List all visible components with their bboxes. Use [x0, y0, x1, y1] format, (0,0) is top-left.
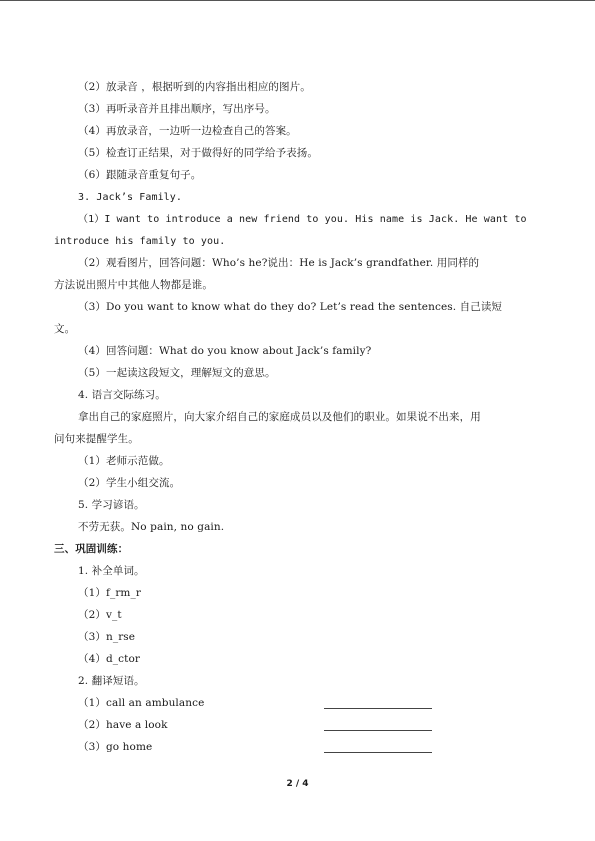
answer-blank: [324, 752, 432, 753]
answer-blank: [324, 730, 432, 731]
exercise-item: （1）f_rm_r: [78, 587, 141, 599]
text-line: （1）老师示范做。: [78, 455, 170, 467]
text-line: 拿出自己的家庭照片，向大家介绍自己的家庭成员以及他们的职业。如果说不出来，用: [78, 411, 481, 423]
exercise-item: （4）d_ctor: [78, 653, 140, 665]
text-line: （1）I want to introduce a new friend to you. His name is Jack. He want to: [78, 214, 527, 225]
text-line: （2）放录音 ，根据听到的内容指出相应的图片。: [78, 81, 311, 93]
page-number: 2 / 4: [286, 779, 309, 789]
exercise-heading: 2. 翻译短语。: [78, 675, 145, 687]
section-heading: 4. 语言交际练习。: [78, 389, 166, 401]
text-line: （3）再听录音并且排出顺序，写出序号。: [78, 103, 276, 115]
text-line: （5）检查订正结果，对于做得好的同学给予表扬。: [78, 147, 318, 159]
section-heading: 3. Jack’s Family.: [78, 192, 183, 203]
exercise-item: （2）have a look: [78, 719, 168, 731]
exercise-item: （3）go home: [78, 741, 153, 753]
page-top-rule: [0, 0, 595, 1]
text-line: （6）跟随录音重复句子。: [78, 169, 202, 181]
answer-blank: [324, 708, 432, 709]
text-line: （5）一起读这段短文，理解短文的意思。: [78, 367, 276, 379]
text-line: 文。: [54, 323, 76, 335]
text-line: （2）学生小组交流。: [78, 477, 181, 489]
exercise-item: （2）v_t: [78, 609, 122, 621]
text-line: （2）观看图片，回答问题：Who’s he?说出：He is Jack’s grandfather. 用同样的: [78, 257, 480, 269]
section-heading: 5. 学习谚语。: [78, 499, 145, 511]
text-line: （3）Do you want to know what do they do? Let’s read the sentences. 自己读短: [78, 301, 503, 313]
exercise-item: （1）call an ambulance: [78, 697, 205, 709]
exercise-heading: 1. 补全单词。: [78, 565, 145, 577]
text-line: 方法说出照片中其他人物都是谁。: [54, 279, 213, 291]
text-line: 问句来提醒学生。: [54, 433, 139, 445]
part-heading: 三、巩固训练：: [54, 543, 129, 555]
text-line: （4）再放录音，一边听一边检查自己的答案。: [78, 125, 297, 137]
text-line: introduce his family to you.: [54, 236, 226, 247]
text-line: 不劳无获。No pain, no gain.: [78, 521, 225, 533]
exercise-item: （3）n_rse: [78, 631, 136, 643]
text-line: （4）回答问题：What do you know about Jack’s family?: [78, 345, 372, 357]
